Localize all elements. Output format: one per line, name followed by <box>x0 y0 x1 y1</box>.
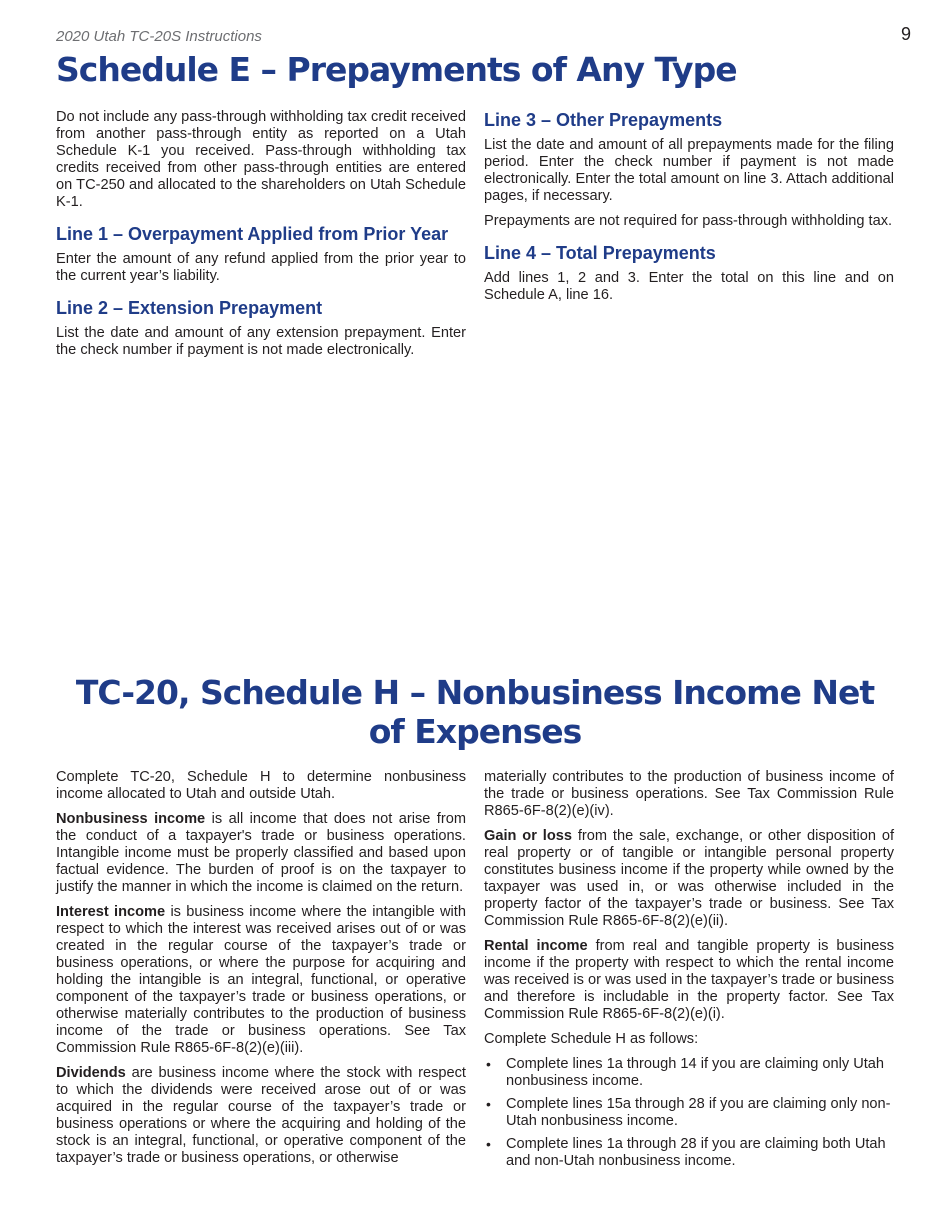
list-item-text: Complete lines 15a through 28 if you are claiming only non-Utah nonbusiness income. <box>506 1096 891 1129</box>
schedule-e-title: Schedule E – Prepayments of Any Type <box>56 50 737 89</box>
interest-income-text: is business income where the intangible with respect to which the interest was received arises out of or was created in the regular course of the taxpayer’s trade or business operations, or where the purpose for acquiring and holding the intangible is an integral, functional, or operative component of the taxpayer’s trade or business operations, or otherwise materially contributes to the production of business income of the trade or business operations. See Tax Commission Rule R865-6F-8(2)(e)(iii). <box>56 904 466 1056</box>
rental-income-text: from real and tangible property is business income if the property with respect to which the rental income was received is or was used in the taxpayer’s trade or business and therefore is includable in the property factor. See Tax Commission Rule R865-6F-8(2)(e)(i). <box>484 938 894 1022</box>
schedule-h-body <box>56 769 894 1176</box>
line3-text: List the date and amount of all prepayments made for the filing period. Enter the check number if payment is not made electronically. Enter the total amount on line 3. Attach additional pages, if necessary. <box>484 137 894 204</box>
rental-income-paragraph <box>484 938 894 1023</box>
list-item <box>484 1056 894 1090</box>
dividends-continued: materially contributes to the production of business income of the trade or business operations. See Tax Commission Rule R865-6F-8(2)(e)(iv). <box>484 769 894 819</box>
list-item-text: Complete lines 1a through 28 if you are claiming both Utah and non-Utah nonbusiness income. <box>506 1136 886 1169</box>
page-number: 9 <box>900 24 911 44</box>
dividends-text: are business income where the stock with respect to which the dividends were received arose out of or was acquired in the regular course of the taxpayer’s trade or business operations or where the acquiring and holding of the stock is an integral, functional, or operative component of the taxpayer’s trade or business operations, or otherwise <box>56 1065 466 1166</box>
interest-income-paragraph <box>56 904 466 1057</box>
rental-income-term: Rental income <box>484 938 588 954</box>
line4-heading: Line 4 – Total Prepayments <box>484 243 716 263</box>
schedule-h-instructions-list <box>484 1056 894 1170</box>
line3-heading: Line 3 – Other Prepayments <box>484 110 723 130</box>
schedule-h-title: TC-20, Schedule H – Nonbusiness Income Net of Expenses <box>75 673 875 751</box>
bullet-icon: • <box>486 1136 491 1152</box>
nonbusiness-income-term: Nonbusiness income <box>56 811 206 827</box>
dividends-term: Dividends <box>56 1065 126 1081</box>
list-item-text: Complete lines 1a through 14 if you are claiming only Utah nonbusiness income. <box>506 1056 885 1089</box>
schedule-e-intro: Do not include any pass-through withholding tax credit received from another pass-through entity as reported on a Utah Schedule K-1 you received. Pass-through withholding tax credits received from other pass-through entities are entered on TC-250 and allocated to the shareholders on Utah Schedule K-1. <box>56 109 466 210</box>
schedule-h-right-column <box>484 769 894 1176</box>
line4-text: Add lines 1, 2 and 3. Enter the total on this line and on Schedule A, line 16. <box>484 270 894 303</box>
schedule-h-left-column <box>56 769 466 1176</box>
bullet-icon: • <box>486 1056 491 1072</box>
gain-loss-term: Gain or loss <box>484 828 572 844</box>
gain-loss-paragraph <box>484 828 894 930</box>
gain-loss-text: from the sale, exchange, or other disposition of real property or of tangible or intangible personal property constitutes business income if the property while owned by the taxpayer was used in, or was otherwise included in the property factor of the taxpayer’s trade or business. See Tax Commission Rule R865-6F-8(2)(e)(ii). <box>484 828 894 929</box>
schedule-e-right-column <box>484 109 894 367</box>
schedule-h-intro: Complete TC-20, Schedule H to determine nonbusiness income allocated to Utah and outside Utah. <box>56 769 466 802</box>
nonbusiness-income-text: is all income that does not arise from the conduct of a taxpayer's trade or business operations. Intangible income must be properly classified and based upon factual evidence. The burden of proof is on the taxpayer to justify the manner in which the income is claimed on the return. <box>56 811 466 895</box>
list-item <box>484 1136 894 1170</box>
interest-income-term: Interest income <box>56 904 166 920</box>
nonbusiness-income-paragraph <box>56 811 466 896</box>
line2-heading: Line 2 – Extension Prepayment <box>56 298 323 318</box>
bullet-icon: • <box>486 1096 491 1112</box>
line2-text: List the date and amount of any extension prepayment. Enter the check number if payment is not made electronically. <box>56 325 466 358</box>
line3-note: Prepayments are not required for pass-through withholding tax. <box>484 213 893 229</box>
schedule-e-body <box>56 109 894 367</box>
line1-heading: Line 1 – Overpayment Applied from Prior Year <box>56 224 449 244</box>
dividends-paragraph <box>56 1065 466 1167</box>
list-item <box>484 1096 894 1130</box>
running-head: 2020 Utah TC-20S Instructions <box>56 28 262 45</box>
schedule-e-left-column <box>56 109 466 367</box>
line1-text: Enter the amount of any refund applied from the prior year to the current year’s liability. <box>56 251 466 284</box>
complete-schedule-h-intro: Complete Schedule H as follows: <box>484 1031 699 1047</box>
